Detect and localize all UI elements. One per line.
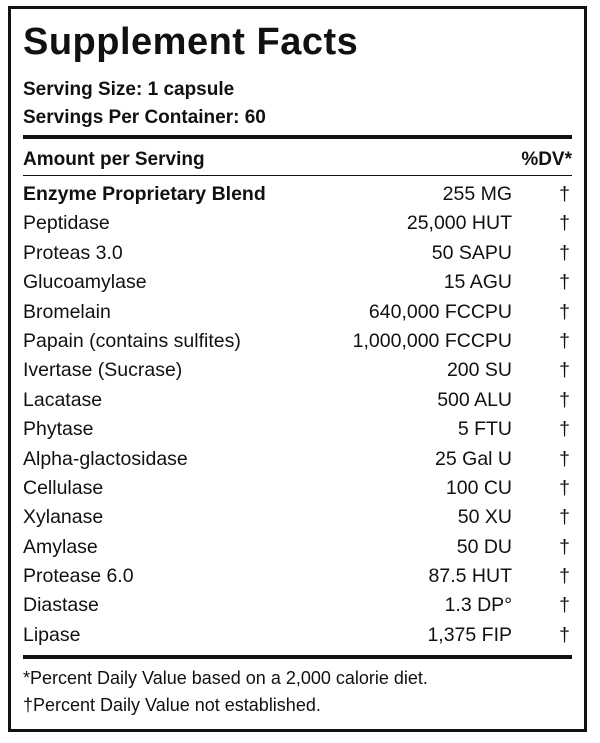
nutrient-name: Ivertase (Sucrase) <box>23 359 183 382</box>
footnote-divider <box>23 655 572 659</box>
nutrient-amount: 1,000,000 FCCPU <box>352 329 512 352</box>
nutrient-dv: † <box>559 183 570 205</box>
nutrient-row <box>23 562 572 591</box>
nutrient-amount: 5 FTU <box>457 418 512 441</box>
serving-size: Serving Size: 1 capsule <box>23 79 235 100</box>
nutrient-amount: 1.3 DP° <box>444 594 512 617</box>
nutrient-amount: 25 Gal U <box>435 447 512 470</box>
nutrient-row <box>23 180 572 209</box>
nutrient-row <box>23 591 572 620</box>
nutrient-amount: 50 XU <box>457 506 512 529</box>
nutrient-amount: 100 CU <box>445 476 512 499</box>
nutrient-row <box>23 356 572 385</box>
nutrient-dv: † <box>559 241 570 264</box>
nutrient-list <box>23 180 572 650</box>
nutrient-dv: † <box>559 359 570 382</box>
nutrient-dv: † <box>559 271 570 294</box>
nutrient-amount: 87.5 HUT <box>428 565 512 588</box>
nutrient-amount: 1,375 FIP <box>427 623 512 646</box>
footnote-daily-value: *Percent Daily Value based on a 2,000 calorie diet. <box>23 668 428 688</box>
nutrient-row <box>23 621 572 650</box>
nutrient-dv: † <box>559 565 570 588</box>
supplement-facts-panel <box>8 6 587 732</box>
dv-column-label: %DV* <box>521 149 572 170</box>
nutrient-row <box>23 298 572 327</box>
panel-title: Supplement Facts <box>23 21 359 63</box>
nutrient-row <box>23 239 572 268</box>
nutrient-name: Amylase <box>23 535 98 558</box>
nutrient-name: Enzyme Proprietary Blend <box>23 183 266 205</box>
nutrient-dv: † <box>559 388 570 411</box>
nutrient-amount: 500 ALU <box>437 388 512 411</box>
nutrient-row <box>23 268 572 297</box>
nutrient-dv: † <box>559 476 570 499</box>
nutrient-name: Xylanase <box>23 506 104 529</box>
nutrient-amount: 15 AGU <box>443 271 512 294</box>
column-header-divider <box>23 175 572 176</box>
nutrient-amount: 200 SU <box>446 359 512 382</box>
nutrient-amount: 50 DU <box>456 535 512 558</box>
header-divider <box>23 135 572 139</box>
nutrient-amount: 50 SAPU <box>431 241 512 264</box>
nutrient-row <box>23 386 572 415</box>
servings-per-container: Servings Per Container: 60 <box>23 107 266 128</box>
nutrient-name: Lacatase <box>23 388 103 411</box>
nutrient-dv: † <box>559 506 570 529</box>
nutrient-dv: † <box>559 535 570 558</box>
nutrient-name: Proteas 3.0 <box>23 241 123 264</box>
nutrient-amount: 255 MG <box>442 183 512 205</box>
nutrient-dv: † <box>559 300 570 323</box>
nutrient-name: Protease 6.0 <box>23 565 134 588</box>
nutrient-row <box>23 327 572 356</box>
nutrient-dv: † <box>559 418 570 441</box>
nutrient-amount: 640,000 FCCPU <box>368 300 512 323</box>
nutrient-dv: † <box>559 447 570 470</box>
nutrient-name: Peptidase <box>23 212 110 235</box>
nutrient-row <box>23 445 572 474</box>
nutrient-dv: † <box>559 594 570 617</box>
footnote-not-established: †Percent Daily Value not established. <box>23 695 321 715</box>
nutrient-amount: 25,000 HUT <box>406 212 512 235</box>
nutrient-dv: † <box>559 623 570 646</box>
amount-per-serving-label: Amount per Serving <box>23 149 205 170</box>
nutrient-name: Bromelain <box>23 300 111 323</box>
nutrient-row <box>23 503 572 532</box>
nutrient-dv: † <box>559 329 570 352</box>
nutrient-name: Lipase <box>23 623 81 646</box>
nutrient-dv: † <box>559 212 570 235</box>
nutrient-name: Glucoamylase <box>23 271 147 294</box>
nutrient-name: Papain (contains sulfites) <box>23 329 241 352</box>
nutrient-row <box>23 533 572 562</box>
nutrient-name: Phytase <box>23 418 94 441</box>
nutrient-row <box>23 209 572 238</box>
nutrient-name: Alpha-glactosidase <box>23 447 188 470</box>
nutrient-name: Cellulase <box>23 476 104 499</box>
nutrient-row <box>23 474 572 503</box>
nutrient-row <box>23 415 572 444</box>
nutrient-name: Diastase <box>23 594 99 617</box>
